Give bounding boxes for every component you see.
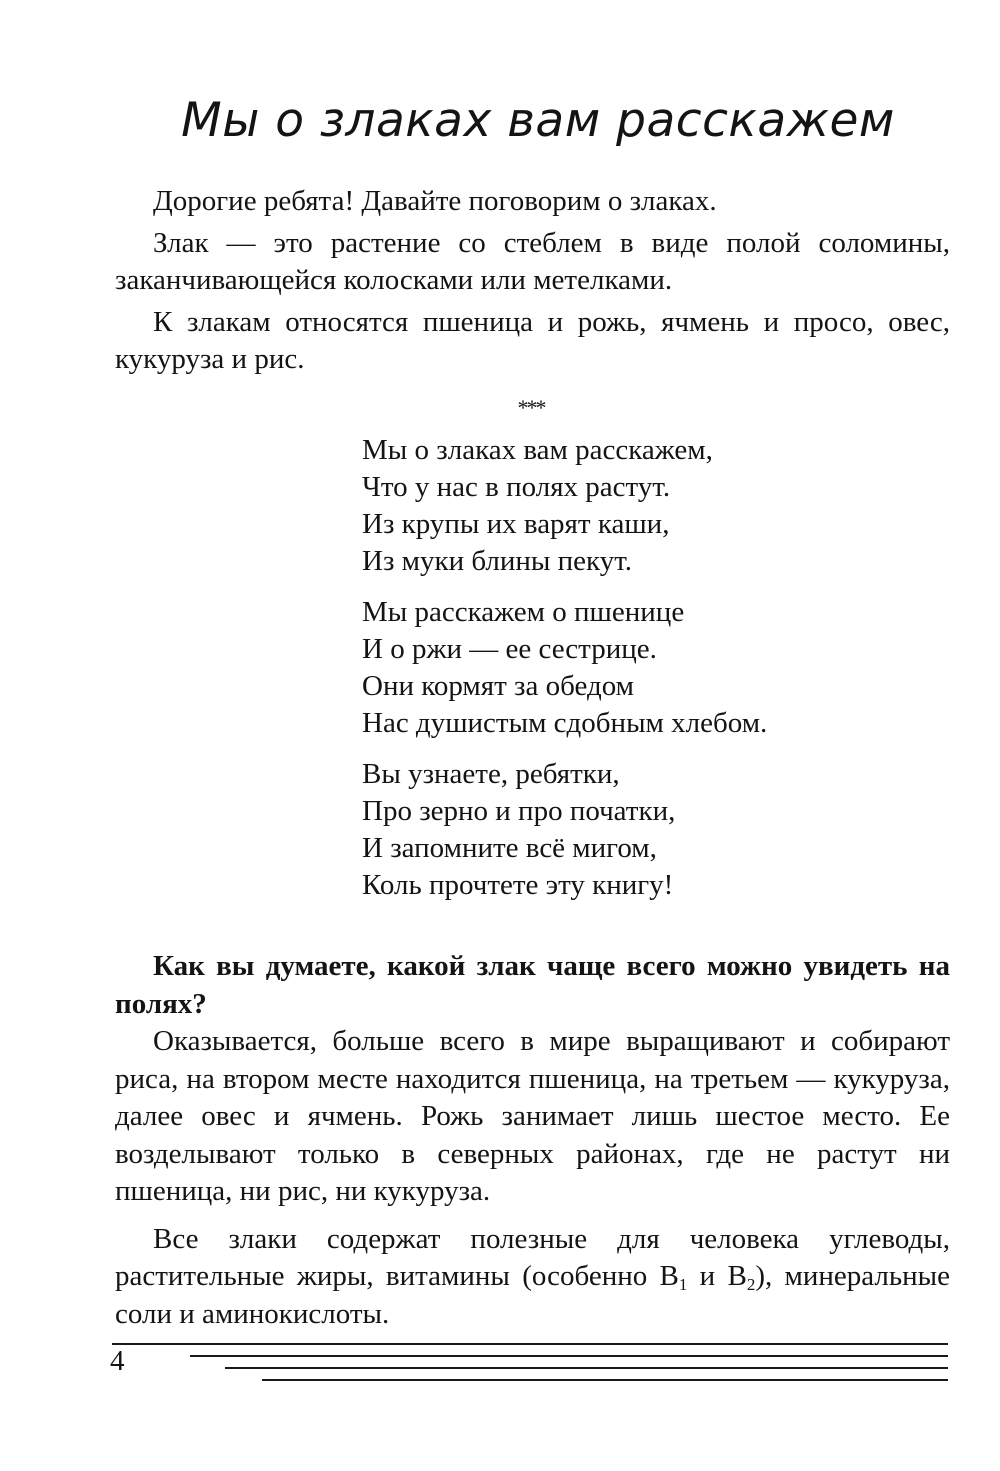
- poem-line: Что у нас в полях растут.: [362, 471, 671, 503]
- poem-line: И запомните всё мигом,: [362, 832, 657, 864]
- nutrients-text: ), минеральные соли и аминокислоты.: [115, 1260, 950, 1330]
- stars-separator: ***: [517, 395, 545, 420]
- footer-rule: [112, 1343, 948, 1345]
- answer-paragraph: Оказывается, больше всего в мире выращивают и собирают риса, на втором месте находится пшеница, на третьем — кукуруза, далее овес и ячмень. Рожь занимает лишь шестое место. Ее возделывают только в северных районах, где не растут ни пшеница, ни рис, ни кукуруза.: [115, 1025, 950, 1207]
- intro-paragraph: К злакам относятся пшеница и рожь, ячмень и просо, овес, кукуруза и рис.: [115, 305, 950, 375]
- vitamin-subscript: 2: [746, 1275, 756, 1294]
- poem-line: Коль прочтете эту книгу!: [362, 869, 674, 901]
- poem-stanza: [362, 432, 767, 580]
- page-number: 4: [110, 1345, 125, 1377]
- poem-line: Мы расскажем о пшенице: [362, 596, 685, 628]
- poem-line: Мы о злаках вам расскажем,: [362, 434, 713, 466]
- intro-paragraph: Злак — это растение со стеблем в виде полой соломины, заканчивающейся колосками или метелками.: [115, 226, 950, 296]
- nutrients-text: и B: [687, 1260, 747, 1292]
- poem-stanza: [362, 594, 767, 742]
- poem-stanza: [362, 756, 767, 904]
- poem-line: Из крупы их варят каши,: [362, 508, 670, 540]
- nutrients-paragraph: [115, 1221, 950, 1334]
- poem-line: Они кормят за обедом: [362, 670, 635, 702]
- intro-paragraph: Дорогие ребята! Давайте поговорим о злаках.: [153, 185, 717, 217]
- intro-text: [115, 183, 950, 379]
- question-heading: Как вы думаете, какой злак чаще всего можно увидеть на полях?: [115, 950, 950, 1020]
- question-section: [115, 948, 950, 1333]
- page-title: Мы о злаках вам расскажем: [181, 93, 895, 148]
- footer-rule: [262, 1379, 948, 1381]
- poem-line: Нас душистым сдобным хлебом.: [362, 707, 768, 739]
- poem-line: Про зерно и про початки,: [362, 795, 676, 827]
- footer-rule: [190, 1355, 948, 1357]
- vitamin-subscript: 1: [678, 1275, 688, 1294]
- poem-line: И о ржи — ее сестрице.: [362, 633, 657, 665]
- poem: [362, 432, 767, 904]
- poem-line: Из муки блины пекут.: [362, 545, 632, 577]
- footer-rule: [225, 1367, 948, 1369]
- poem-line: Вы узнаете, ребятки,: [362, 758, 620, 790]
- nutrients-text: Все злаки содержат полезные для человека углеводы, растительные жиры, витамины (особенно B: [115, 1222, 950, 1292]
